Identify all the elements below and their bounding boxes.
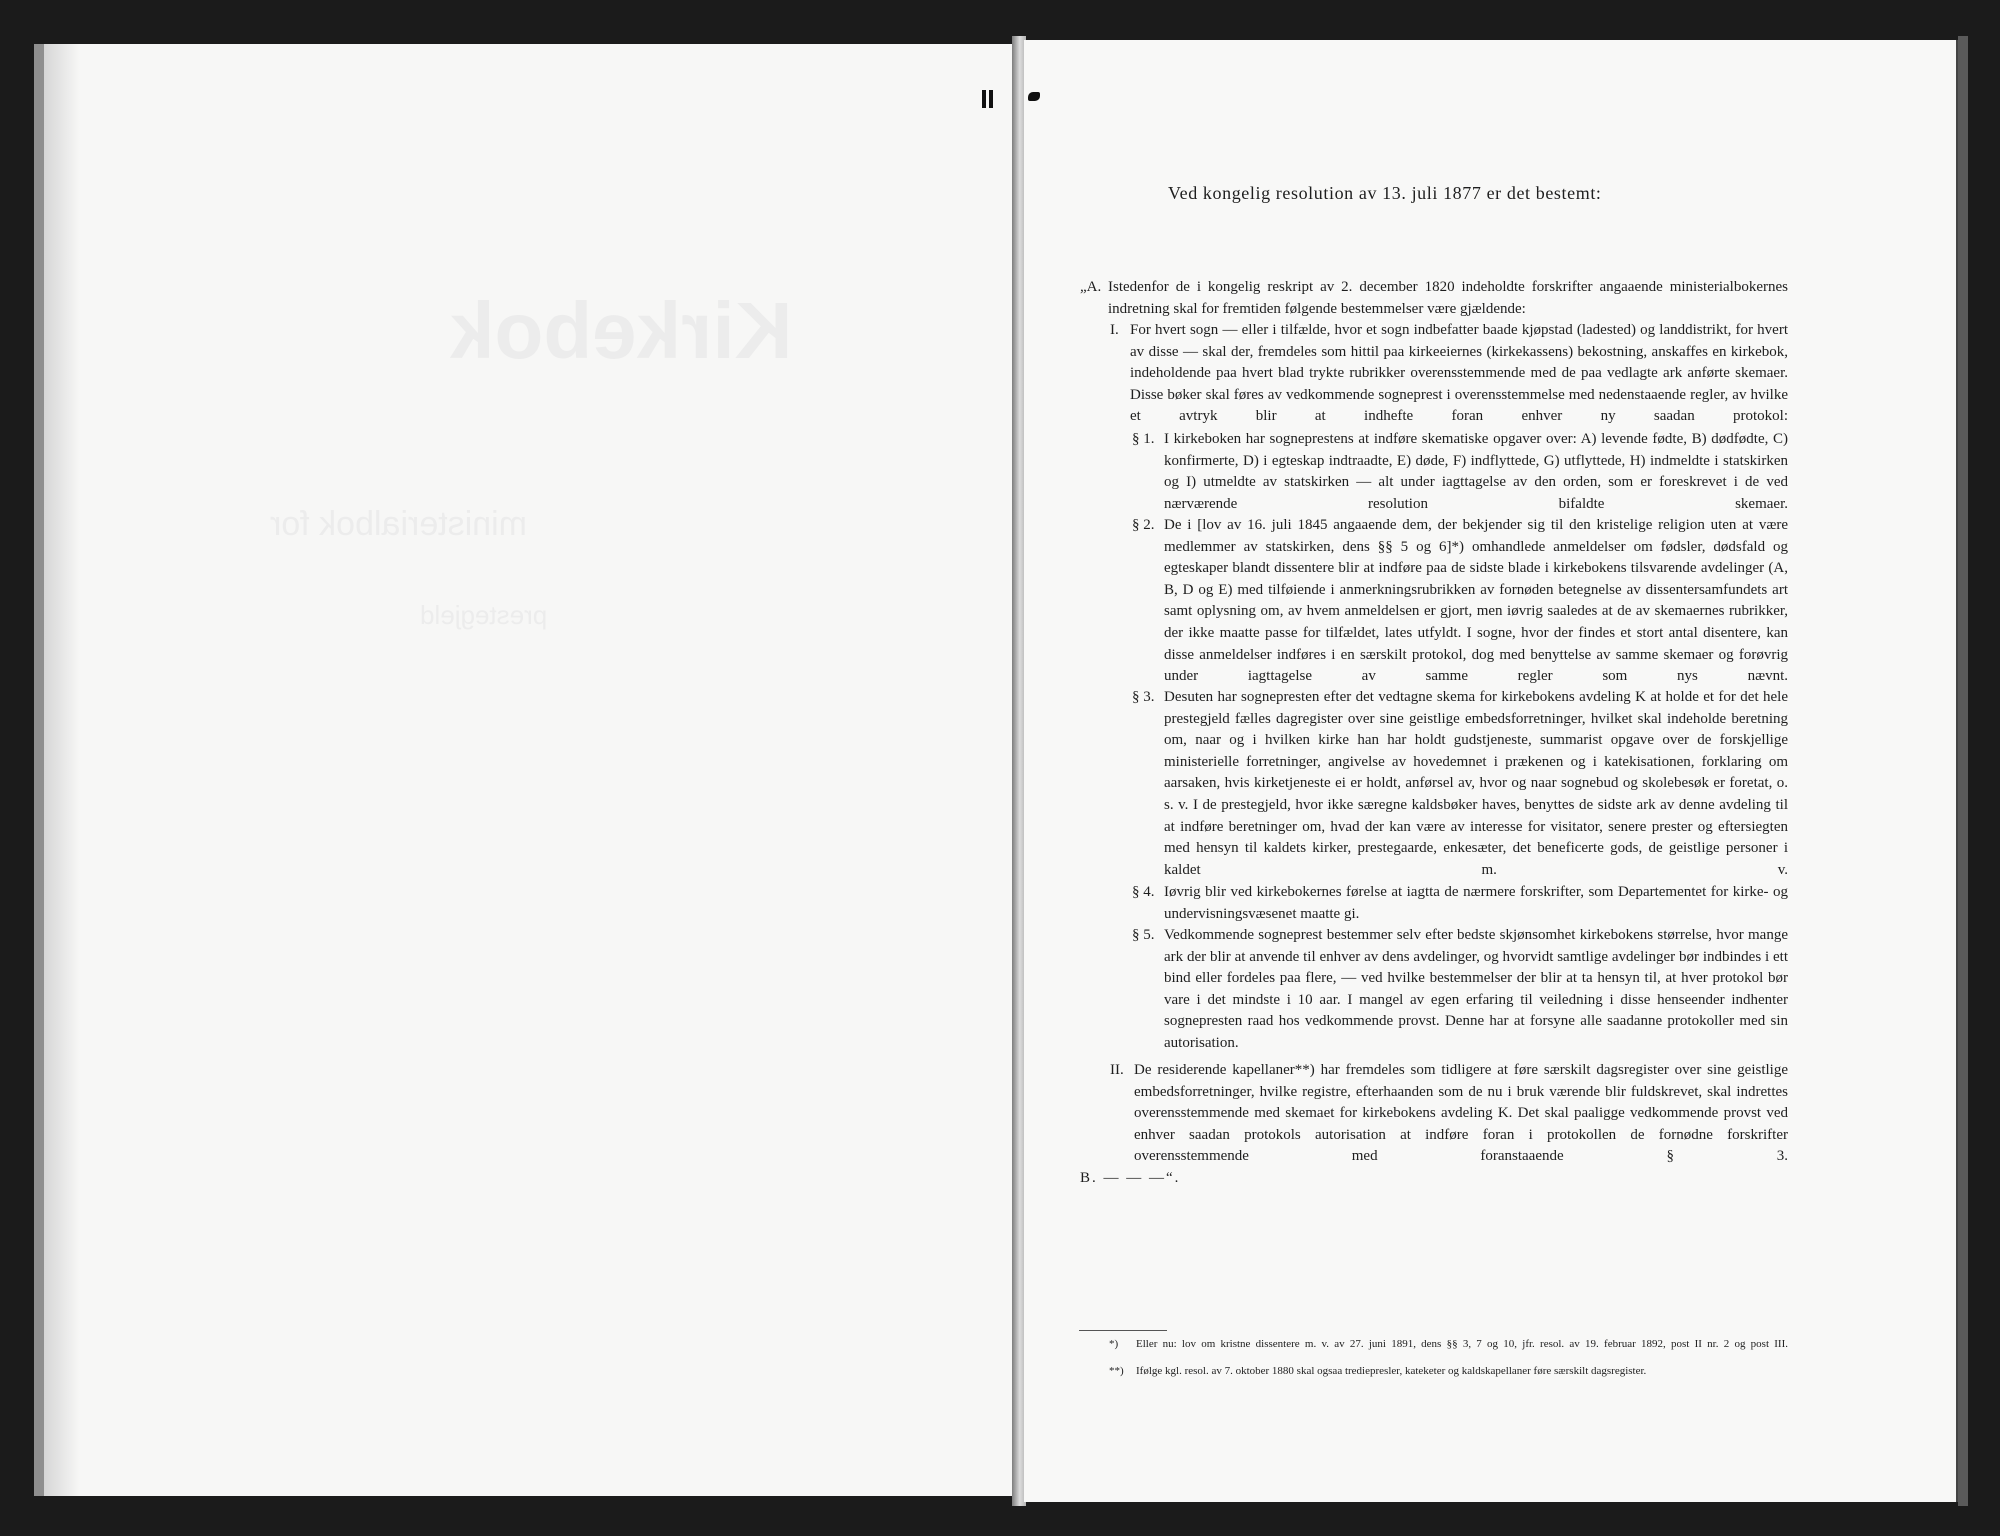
paragraph-4-label: § 4. [1132, 884, 1155, 900]
section-a-text: Istedenfor de i kongelig reskript av 2. december 1820 indeholdte forskrifter angaaende ministerialbokernes indretning skal for fremtiden følgende bestemmelser være gjældende: [1108, 279, 1788, 317]
paragraph-5-text: Vedkommende sogneprest bestemmer selv efter bedste skjønsomhet kirkebokens størrelse, hvor mange ark der blir at anvende til enhver av dens avdelinger, og hvorvidt samtlige avdelinger bør indbindes i ett bind eller fordeles paa flere, — ved hvilke bestemmelser der blir at ta hensyn til, at hver protokol bør vare i det mindste i 10 aar. I mangel av egen erfaring til veiledning i disse henseender indhenter sognepresten raad hos vedkommende provst. Denne har at forsyne alle saadanne protokoller med sin autorisation. [1164, 927, 1788, 1051]
bleed-through-ghost-line: ministerialbok for [270, 505, 527, 543]
bleed-through-ghost-title: Kirkebok [450, 286, 793, 375]
item-i-label: I. [1110, 322, 1119, 338]
printed-text [1024, 40, 1956, 1502]
item-ii-label: II. [1110, 1062, 1124, 1078]
footnote-2-mark: **) [1109, 1365, 1124, 1377]
bleed-through-ghost-line: prestegjeld [420, 600, 548, 630]
paragraph-2-label: § 2. [1132, 517, 1155, 533]
paragraph-1-text: I kirkeboken har sogneprestens at indføre skematiske opgaver over: A) levende fødte, B) dødfødte, C) konfirmerte, D) i egteskap indtraadte, E) døde, F) indflyttede, G) utflyttede, H) indmeldte i statskirken og I) utmeldte av statskirken — alt under iagttagelse av den orden, som er foreskrevet i de ved nærværende resolution bifaldte skemaer. [1164, 431, 1788, 512]
paragraph-1-label: § 1. [1132, 431, 1155, 447]
paragraph-5-label: § 5. [1132, 927, 1155, 943]
paragraph-3-text: Desuten har sognepresten efter det vedtagne skema for kirkebokens avdeling K at holde et for det hele prestegjeld fælles dagregister over sine geistlige embedsforretninger, hvilket skal indeholde beretning om, naar og i hvilken kirke han har holdt gudstjeneste, summarist opgave over de forskjellige ministerielle forretninger, angivelse av hovedemnet i prækenen og i katekisationen, forklaring om aarsaken, hvis kirketjeneste ei er holdt, anførsel av, hvor og naar sognebud og skolebesøk er foretat, o. s. v. I de prestegjeld, hvor ikke særegne kaldsbøker haves, benyttes de sidste ark av denne avdeling til at indføre beretninger om, hvad der kan være av interesse for visitator, senere prester og eftersiegten med hensyn til kaldets kirker, prestegaarde, enkesæter, det beneficerte gods, de geistlige personer i kaldet m. v. [1164, 689, 1788, 878]
left-page-shadow [44, 44, 80, 1496]
item-ii-text: De residerende kapellaner**) har fremdeles som tidligere at føre særskilt dagsregister over sine geistlige embedsforretninger, hvilke registre, efterhaanden som de nu i bruk værende blir fuldskrevet, skal indrettes overensstemmende med skemaet for kirkebokens avdeling K. Det skal paaligge vedkommende provst ved enhver saadan protokols autorisation at indføre foran i protokollen de fornødne forskrifter overensstemmende med foranstaaende § 3. [1134, 1062, 1788, 1165]
page-edge [1958, 36, 1968, 1506]
item-i-text: For hvert sogn — eller i tilfælde, hvor et sogn indbefatter baade kjøpstad (ladested) og landdistrikt, for hvert av disse — skal der, fremdeles som hittil paa kirkeeiernes (kirkekassens) bekostning, anskaffes en kirkebok, indeholdende paa hvert blad trykte rubrikker overensstemmende med de paa vedlagte ark anførte skemaer. Disse bøker skal føres av vedkommende sogneprest i overensstemmelse med nedenstaaende regler, av hvilke et avtryk blir at indhefte foran enhver ny saadan protokol: [1130, 322, 1788, 425]
footnote-1-text: Eller nu: lov om kristne dissentere m. v. av 27. juni 1891, dens §§ 3, 7 og 10, jfr. resol. av 19. februar 1892, post II nr. 2 og post III. [1136, 1338, 1788, 1350]
footnote-rule [1079, 1330, 1167, 1331]
page-heading: Ved kongelig resolution av 13. juli 1877 er det bestemt: [1168, 183, 1602, 203]
paragraph-2-text: De i [lov av 16. juli 1845 angaaende dem, der bekjender sig til den kristelige religion uten at være medlemmer av statskirken, dens §§ 5 og 6]*) omhandlede anmeldelser om fødsler, dødsfald og egteskaper blandt dissentere blir at indføre paa de sidste blade i kirkebokens tilsvarende avdelinger (A, B, D og E) med tilføiende i anmerkningsrubrikken av fornøden betegnelse av dissentersamfundets art samt oplysning om, av hvem anmeldelsen er gjort, men iøvrig saaledes at de av skemaernes rubrikker, der ikke maatte passe for tilfældet, lates utfyldt. I sogne, hvor der findes et stort antal disentere, kan disse anmeldelser indføres i en særskilt protokol, dog med benyttelse av samme skemaer og forøvrig under iagttagelse av samme regler som nys nævnt. [1164, 517, 1788, 685]
binding-mark-left [982, 90, 986, 108]
left-page-blank [34, 44, 1026, 1496]
paragraph-3-label: § 3. [1132, 689, 1155, 705]
footnote-2-text: Ifølge kgl. resol. av 7. oktober 1880 skal ogsaa trediepresler, kateketer og kaldskapellaner føre særskilt dagsregister. [1136, 1365, 1647, 1377]
footnote-1-mark: *) [1109, 1338, 1119, 1350]
section-b: B. — — —“. [1080, 1170, 1181, 1186]
paragraph-4-text: Iøvrig blir ved kirkebokernes førelse at iagtta de nærmere forskrifter, som Departementet for kirke- og undervisningsvæsenet maatte gi. [1164, 884, 1788, 922]
section-a-label: „A. [1080, 279, 1102, 295]
